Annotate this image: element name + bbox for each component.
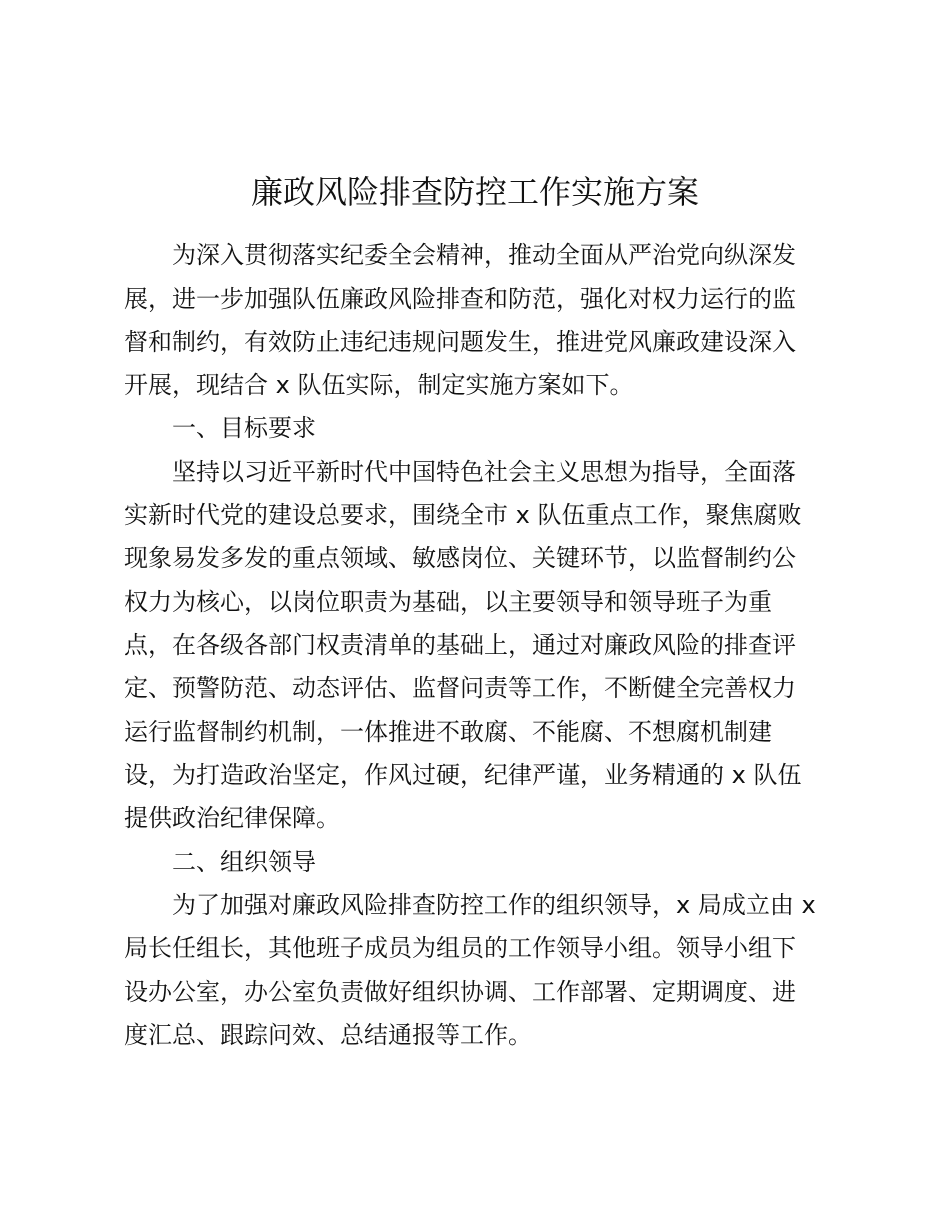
paragraph-line: 设，为打造政治坚定，作风过硬，纪律严谨，业务精通的 x 队伍 <box>124 761 802 789</box>
section-heading: 一、目标要求 <box>172 414 316 442</box>
paragraph-line: 现象易发多发的重点领域、敏感岗位、关键环节，以监督制约公 <box>124 544 796 572</box>
paragraph-line: 定、预警防范、动态评估、监督问责等工作，不断健全完善权力 <box>124 674 796 702</box>
paragraph-line: 开展，现结合 x 队伍实际，制定实施方案如下。 <box>124 371 634 399</box>
paragraph-line: 点，在各级各部门权责清单的基础上，通过对廉政风险的排查评 <box>124 631 796 659</box>
paragraph-line: 为深入贯彻落实纪委全会精神，推动全面从严治党向纵深发 <box>172 241 796 269</box>
paragraph-line: 督和制约，有效防止违纪违规问题发生，推进党风廉政建设深入 <box>124 328 796 356</box>
document-title: 廉政风险排查防控工作实施方案 <box>250 173 699 211</box>
paragraph-line: 权力为核心，以岗位职责为基础，以主要领导和领导班子为重 <box>124 588 772 616</box>
section-heading: 二、组织领导 <box>172 848 316 876</box>
paragraph-line: 为了加强对廉政风险排查防控工作的组织领导，x 局成立由 x <box>172 891 816 919</box>
paragraph-line: 设办公室，办公室负责做好组织协调、工作部署、定期调度、进 <box>124 978 796 1006</box>
paragraph-line: 实新时代党的建设总要求，围绕全市 x 队伍重点工作，聚焦腐败 <box>124 501 802 529</box>
paragraph-line: 提供政治纪律保障。 <box>124 804 340 832</box>
paragraph-line: 展，进一步加强队伍廉政风险排查和防范，强化对权力运行的监 <box>124 285 796 313</box>
paragraph-line: 运行监督制约机制，一体推进不敢腐、不能腐、不想腐机制建 <box>124 718 772 746</box>
paragraph-line: 度汇总、跟踪问效、总结通报等工作。 <box>124 1021 532 1049</box>
paragraph-line: 坚持以习近平新时代中国特色社会主义思想为指导，全面落 <box>172 458 796 486</box>
paragraph-line: 局长任组长，其他班子成员为组员的工作领导小组。领导小组下 <box>124 934 796 962</box>
